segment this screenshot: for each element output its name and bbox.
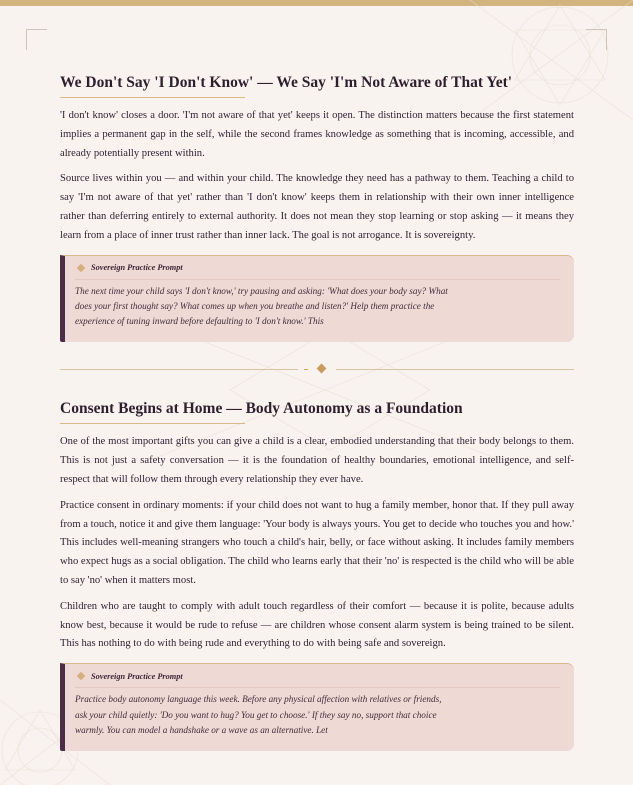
practice-prompt-box [60, 255, 574, 343]
title-underline [60, 423, 245, 424]
prompt-label: Sovereign Practice Prompt [91, 263, 183, 273]
paragraph: Children who are taught to comply with adult touch regardless of their comfort — because it is polite, because adults know best, because it would be rude to refuse — are children whose consent alarm system is being trained to be silent. This has nothing to do with being rude and everything to do with being safe and sovereign. [60, 600, 574, 650]
prompt-text: The next time your child says 'I don't know,' try pausing and asking: 'What does your body say? What does your first thought say? What comes up when you breathe and listen?' Help them practice the experience of tuning inward before defaulting to 'I don't know.' This [75, 285, 448, 327]
diamond-icon [77, 263, 85, 271]
prompt-text: Practice body autonomy language this week. Before any physical affection with relatives or friends, ask your child quietly: 'Do you want to hug? You get to choose.' If they say no, support that choice warmly. You can model a handshake or a wave as an alternative. Let [75, 694, 442, 735]
paragraph: 'I don't know' closes a door. 'I'm not aware of that yet' keeps it open. The distinction matters because the first statement implies a permanent gap in the self, while the second frames knowledge as something that is incoming, accessible, and already potentially present within. [60, 110, 574, 159]
paragraph: One of the most important gifts you can give a child is a clear, embodied understanding that their body belongs to them. This is not just a safety conversation — it is the foundation of healthy boundaries, emotional intelligence, and self-respect that will follow them through every relationship they ever have. [60, 436, 574, 486]
section-consent [60, 398, 574, 751]
title-underline [60, 97, 245, 98]
paragraph: Practice consent in ordinary moments: if your child does not want to hug a family member, honor that. If they pull away from a touch, notice it and give them language: 'Your body is always yours. You get to decide who touches you and how.' This includes well-meaning strangers who touch a child's hair, belly, or face without asking. It includes family members who expect hugs as a social obligation. The child who learns early that their 'no' is respected is the child who will be able to say 'no' when it matters most. [60, 499, 574, 587]
diamond-icon [317, 364, 327, 374]
corner-ornament-top-left [26, 29, 47, 50]
prompt-label: Sovereign Practice Prompt [91, 671, 183, 681]
diamond-icon [77, 672, 85, 680]
paragraph: Source lives within you — and within your child. The knowledge they need has a pathway to them. Teaching a child to say 'I'm not aware of that yet' rather than 'I don't know' keeps them in relationship with their own inner intelligence rather than deferring entirely to external authority. It does not mean they stop learning or stop asking — it means they learn from a place of inner trust rather than inner lack. The goal is not arrogance. It is sovereignty. [60, 173, 574, 241]
divider-line-right [336, 369, 574, 370]
section-title: We Don't Say 'I Don't Know' — We Say 'I'm Not Aware of That Yet' [60, 74, 513, 91]
practice-prompt-box [60, 663, 574, 751]
prompt-header [75, 260, 560, 280]
section-title: Consent Begins at Home — Body Autonomy as a Foundation [60, 400, 463, 418]
section-dont-know [60, 72, 574, 342]
divider-line-left [60, 369, 298, 370]
top-accent-bar [0, 0, 633, 6]
divider-dash [304, 369, 308, 370]
document-content [60, 72, 574, 751]
prompt-header [75, 668, 560, 688]
corner-ornament-top-right [586, 29, 607, 50]
section-divider [60, 342, 574, 398]
